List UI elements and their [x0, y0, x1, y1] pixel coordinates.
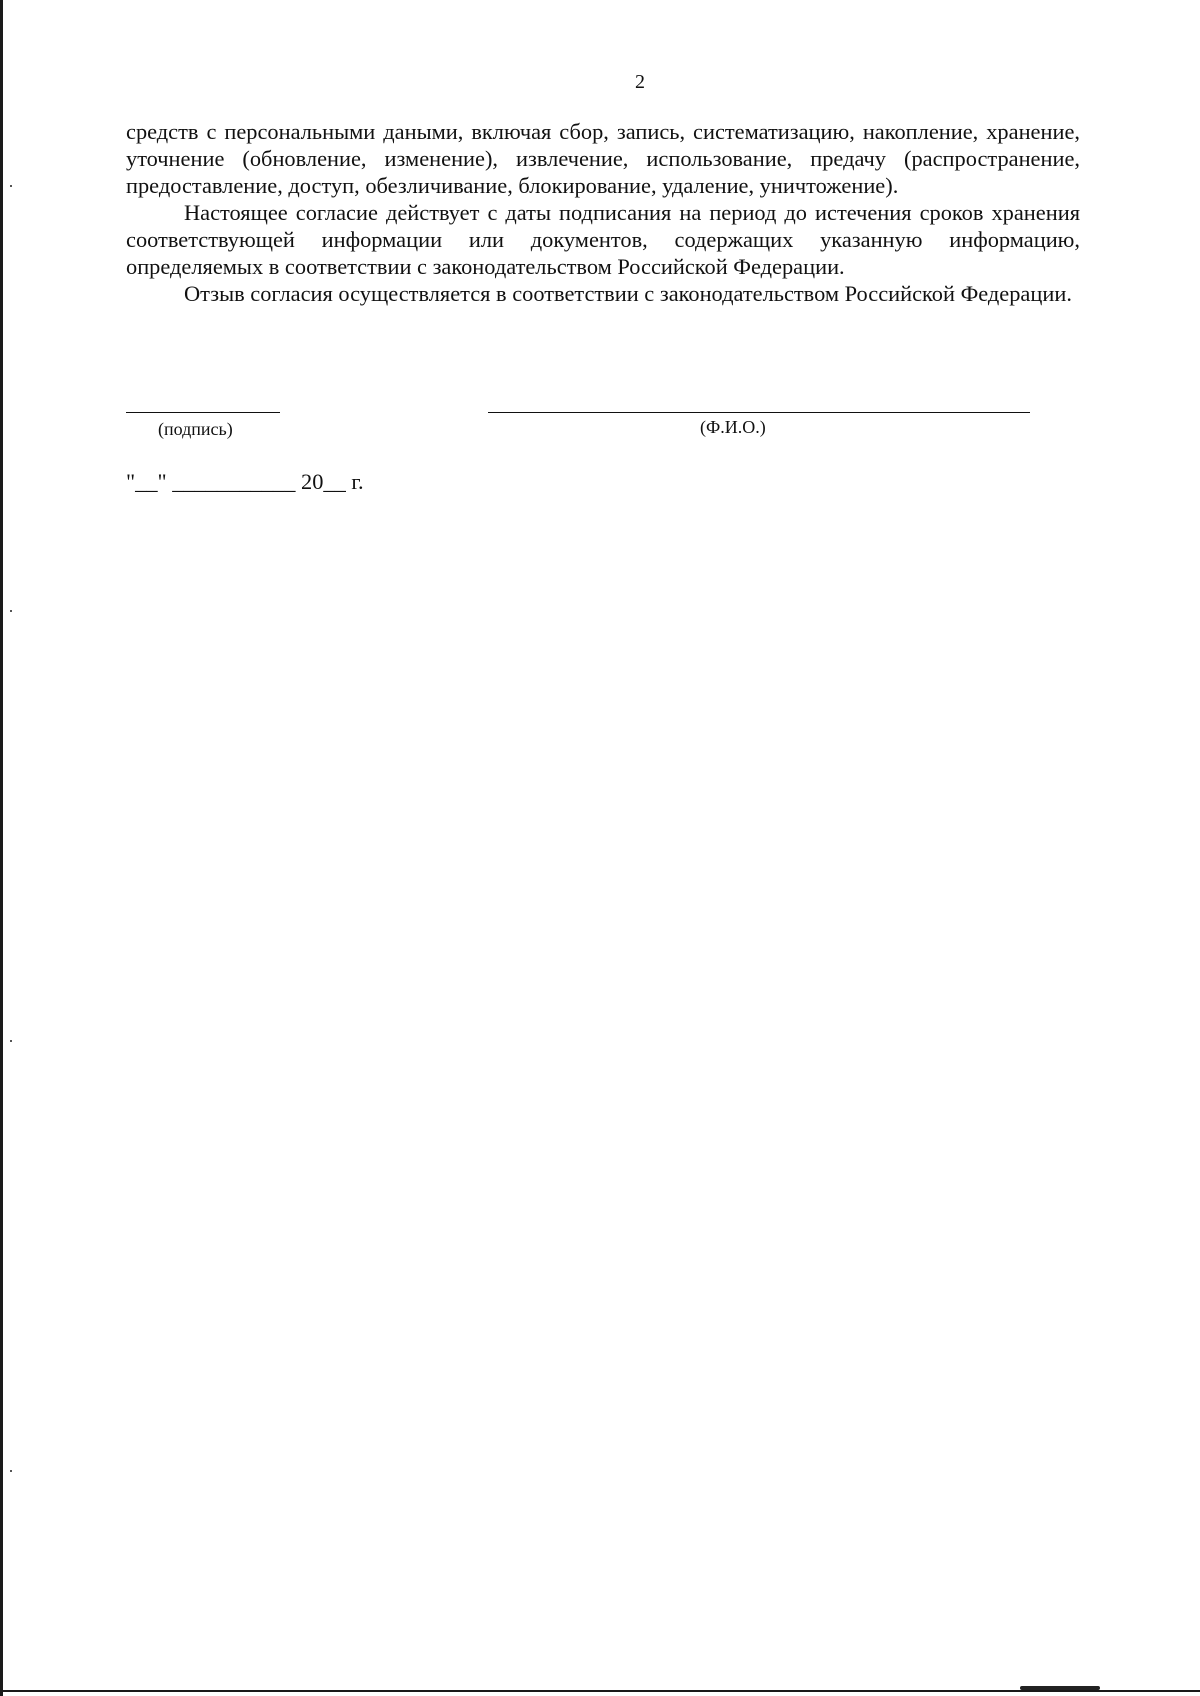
- paragraph-consent-withdrawal: Отзыв согласия осуществляется в соответствии с законодательством Российской Федерации.: [184, 281, 1072, 306]
- scan-left-border: [0, 0, 3, 1696]
- full-name-label: (Ф.И.О.): [700, 417, 766, 437]
- scan-smudge: [1020, 1686, 1100, 1690]
- scan-dot: [10, 610, 12, 612]
- scan-dot: [10, 1470, 12, 1472]
- document-body: [126, 118, 1080, 307]
- signature-label: (подпись): [158, 419, 233, 439]
- signature-line: [126, 412, 280, 413]
- scan-dot: [10, 1040, 12, 1042]
- page-number: 2: [635, 71, 645, 93]
- scan-bottom-border: [0, 1690, 1200, 1692]
- scan-dot: [10, 185, 12, 187]
- date-field: "__" ___________ 20__ г.: [126, 469, 364, 494]
- paragraph-processing-list: средств с персональными даными, включая сбор, запись, систематизацию, накопление, хранение, уточнение (обновление, изменение), извлечение, использование, предачу (распространение, предоставление, доступ, обезличивание, блокирование, удаление, уничтожение).: [126, 119, 1080, 198]
- paragraph-consent-validity: Настоящее согласие действует с даты подписания на период до истечения сроков хранения соответствующей информации или документов, содержащих указанную информацию, определяемых в соответствии с законодательством Российской Федерации.: [126, 200, 1080, 279]
- full-name-line: [488, 412, 1030, 413]
